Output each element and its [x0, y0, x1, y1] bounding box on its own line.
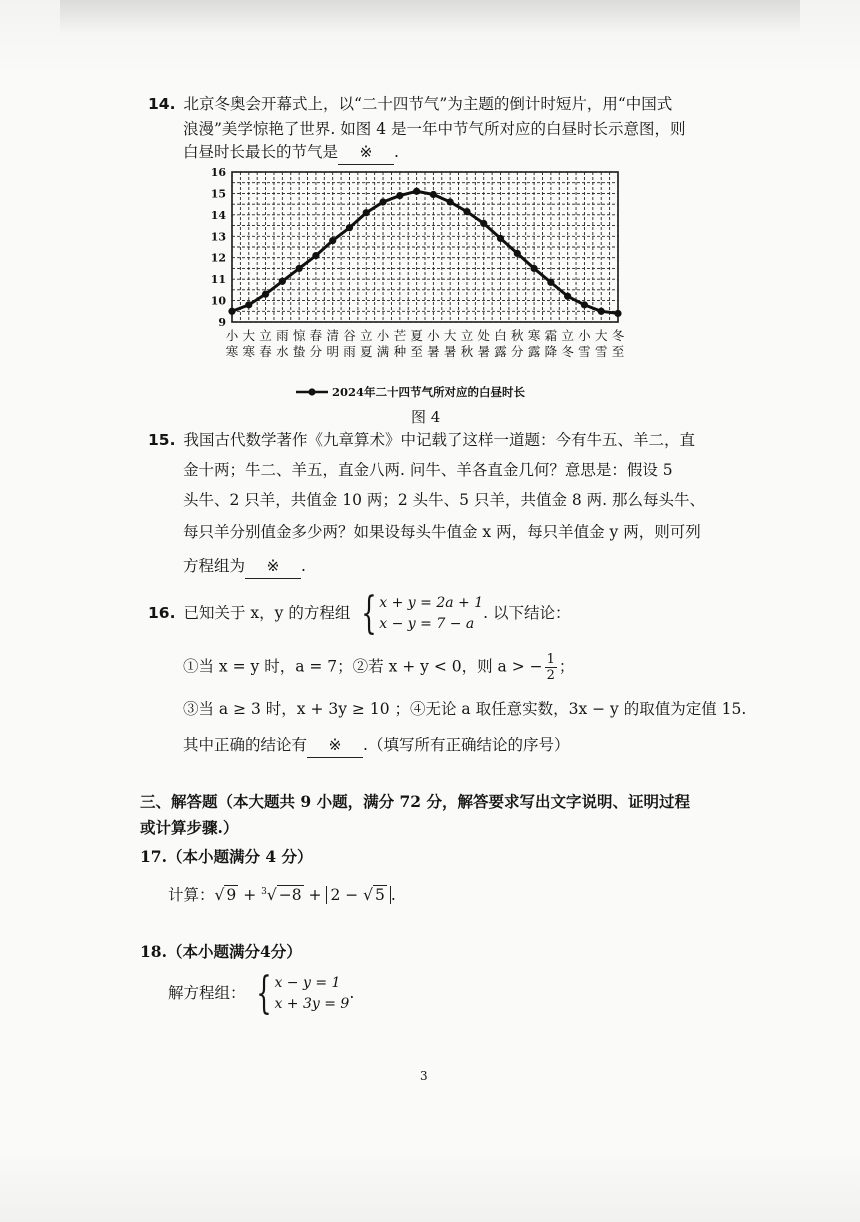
- q16-line1: [148, 588, 571, 639]
- data-point: [379, 198, 386, 205]
- data-point: [228, 308, 235, 315]
- q14-line2: 浪漫”美学惊艳了世界. 如图 4 是一年中节气所对应的白昼时长示意图，则: [183, 120, 686, 138]
- q14-line1: [148, 92, 672, 116]
- legend-label: 2024年二十四节气所对应的白昼时长: [332, 385, 526, 399]
- plus-2: +: [303, 886, 327, 905]
- y-tick-label: 15: [210, 187, 226, 201]
- data-point: [413, 188, 420, 195]
- x-tick-label: 立秋: [460, 328, 474, 359]
- legend-marker: [308, 388, 315, 395]
- data-point: [279, 278, 286, 285]
- y-tick-label: 11: [210, 273, 226, 287]
- x-tick-label: 冬至: [611, 328, 625, 359]
- x-tick-label: 惊蛰: [292, 328, 306, 359]
- q15-end: .: [301, 557, 306, 575]
- cbrt-sign: √: [266, 886, 277, 905]
- cbrt-neg8: −8: [278, 886, 302, 905]
- q16-end: .（填写所有正确结论的序号）: [363, 736, 570, 754]
- x-tick-label: 清明: [326, 328, 339, 359]
- q18-system: [168, 968, 355, 1019]
- x-tick-label: 大雪: [594, 328, 608, 359]
- q14-number: 14.: [148, 95, 176, 113]
- q16-eq2: x − y = 7 − a: [379, 616, 475, 632]
- data-point: [514, 250, 521, 257]
- q15-text5: 方程组为: [183, 557, 246, 575]
- q16-line4: [183, 733, 569, 758]
- x-tick-label: 寒露: [527, 328, 541, 359]
- figure-caption: 图 4: [411, 408, 441, 426]
- y-tick-label: 12: [210, 251, 226, 265]
- section3-heading-line2: 或计算步骤.）: [140, 818, 239, 837]
- q15-line2: 金十两；牛二、羊五，直金八两. 问牛、羊各直金几何？意思是：假设 5: [183, 461, 673, 479]
- data-point: [497, 235, 504, 242]
- y-tick-label: 13: [210, 230, 226, 244]
- q14-answer-blank: ※: [338, 140, 394, 165]
- x-tick-label: 夏至: [410, 328, 423, 359]
- q18-end: .: [349, 984, 355, 1002]
- q16-eq1: x + y = 2a + 1: [379, 595, 484, 611]
- x-tick-label: 大寒: [242, 328, 256, 359]
- q16-intro-end: . 以下结论：: [483, 604, 571, 622]
- sqrt5-sign: √: [363, 886, 374, 905]
- y-tick-label: 14: [210, 208, 226, 222]
- q16-c1-end: ；: [558, 657, 575, 676]
- x-tick-label: 秋分: [511, 328, 524, 359]
- data-point: [363, 209, 370, 216]
- q17-expression: [168, 880, 396, 907]
- data-point: [329, 237, 336, 244]
- y-tick-label: 10: [210, 294, 226, 308]
- x-tick-label: 立夏: [360, 328, 373, 359]
- q15-line3: 头牛、2 只羊，共值金 10 两；2 头牛、5 只羊，共值金 8 两. 那么每头牛、: [183, 491, 706, 509]
- data-point: [396, 192, 403, 199]
- x-tick-label: 春分: [309, 328, 323, 359]
- sqrt-9: 9: [226, 886, 237, 905]
- q15-line1: [148, 428, 695, 452]
- data-point: [262, 291, 269, 298]
- plus-1: +: [238, 886, 262, 905]
- abs-part-a: 2 −: [330, 886, 364, 905]
- q16-number: 16.: [148, 604, 176, 622]
- x-tick-label: 立春: [259, 328, 272, 359]
- fraction-numerator: 1: [546, 652, 555, 667]
- q15-line4: 每只羊分别值金多少两？如果设每头牛值金 x 两，每只羊值金 y 两，则可列: [183, 523, 701, 541]
- data-point: [598, 308, 605, 315]
- q15-answer-blank: ※: [245, 554, 301, 579]
- x-tick-label: 小暑: [427, 328, 440, 359]
- x-tick-label: 处暑: [477, 328, 490, 359]
- x-tick-label: 霜降: [544, 328, 558, 359]
- q18-eq1: x − y = 1: [274, 975, 341, 991]
- x-tick-label: 雨水: [276, 328, 289, 359]
- data-point: [530, 265, 537, 272]
- q17-title: 17.（本小题满分 4 分）: [140, 847, 313, 866]
- q14-end: .: [394, 143, 399, 161]
- y-tick-label: 9: [218, 316, 226, 329]
- q16-conclusions-1-2: [183, 652, 574, 683]
- q14-text1: 北京冬奥会开幕式上，以“二十四节气”为主题的倒计时短片，用“中国式: [183, 95, 673, 113]
- x-tick-label: 小满: [376, 328, 390, 359]
- scan-shadow: [60, 0, 800, 34]
- fraction-denominator: 2: [546, 668, 555, 683]
- data-point: [245, 301, 252, 308]
- q15-number: 15.: [148, 431, 176, 449]
- x-tick-label: 小寒: [225, 328, 239, 359]
- q16-equation-system: { x + y = 2a + 1 x − y = 7 − a: [361, 588, 484, 639]
- data-point: [564, 293, 571, 300]
- page-number: 3: [420, 1069, 428, 1083]
- q17-label: 计算：: [168, 886, 215, 905]
- data-point: [346, 224, 353, 231]
- sqrt-5: 5: [375, 886, 385, 905]
- data-point: [614, 310, 621, 317]
- x-tick-label: 大暑: [443, 328, 457, 359]
- q15-line5: [183, 554, 306, 579]
- x-tick-label: 芒种: [393, 328, 407, 359]
- x-tick-label: 谷雨: [343, 328, 356, 359]
- data-point: [430, 191, 437, 198]
- q16-c1: ①当 x = y 时，a = 7；②若 x + y < 0，则 a > −: [183, 657, 543, 676]
- daylight-chart: [208, 162, 628, 412]
- section3-heading-line1: 三、解答题（本大题共 9 小题，满分 72 分，解答要求写出文字说明、证明过程: [140, 792, 690, 811]
- data-point: [463, 208, 470, 215]
- y-tick-label: 16: [210, 166, 226, 179]
- x-tick-label: 立冬: [561, 328, 574, 359]
- x-tick-label: 小雪: [578, 328, 591, 359]
- abs-value: [326, 886, 390, 904]
- data-point: [547, 279, 554, 286]
- data-point: [581, 301, 588, 308]
- q16-answer-blank: ※: [307, 733, 363, 758]
- data-point: [296, 265, 303, 272]
- data-point: [447, 198, 454, 205]
- q16-fraction: [545, 652, 557, 683]
- q18-equation-system: { x − y = 1 x + 3y = 9: [256, 968, 350, 1019]
- q16-conclusions-3-4: ③当 a ≥ 3 时，x + 3y ≥ 10 ；④无论 a 取任意实数，3x − y 的取值为定值 15.: [183, 700, 747, 718]
- data-point: [312, 252, 319, 259]
- q16-intro: 已知关于 x，y 的方程组: [183, 604, 351, 622]
- q18-eq2: x + 3y = 9: [274, 996, 350, 1012]
- data-point: [480, 220, 487, 227]
- q17-end: .: [390, 886, 396, 905]
- x-tick-label: 白露: [494, 328, 507, 359]
- sqrt-sign: √: [214, 886, 225, 905]
- q18-label: 解方程组：: [168, 984, 246, 1002]
- q18-title: 18.（本小题满分4分）: [140, 942, 302, 961]
- cube-root-index: 3: [261, 887, 267, 897]
- q15-text1: 我国古代数学著作《九章算术》中记载了这样一道题：今有牛五、羊二，直: [183, 431, 695, 449]
- q14-text3: 白昼时长最长的节气是: [183, 143, 339, 161]
- q16-text5: 其中正确的结论有: [183, 736, 308, 754]
